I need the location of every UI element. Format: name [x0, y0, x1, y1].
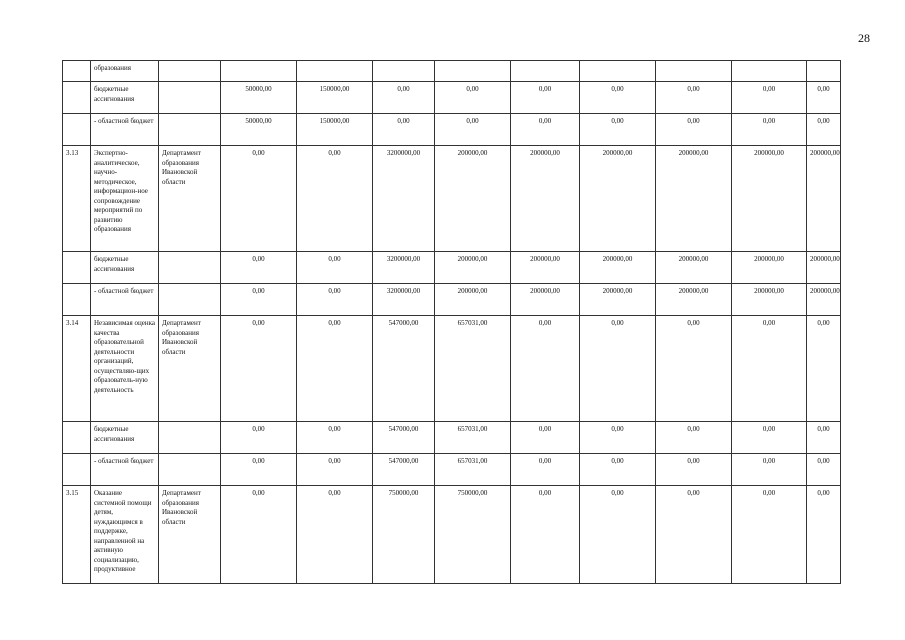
- value-cell: 0,00: [807, 82, 841, 114]
- row-executor: [159, 61, 221, 82]
- row-label: бюджетные ассигнования: [91, 252, 159, 284]
- value-cell: [807, 61, 841, 82]
- table-row: [63, 61, 841, 82]
- value-cell: [435, 61, 511, 82]
- value-cell: 0,00: [511, 82, 580, 114]
- value-cell: 200000,00: [511, 252, 580, 284]
- value-cell: 0,00: [221, 422, 297, 454]
- value-cell: 0,00: [221, 316, 297, 422]
- row-index: 3.14: [63, 316, 91, 422]
- row-label: Независимая оценка качества образовательной деятельности организаций, осуществляю-щих образователь-ную деятельность: [91, 316, 159, 422]
- table-row: [63, 486, 841, 584]
- value-cell: 0,00: [221, 454, 297, 486]
- value-cell: 0,00: [580, 454, 656, 486]
- value-cell: 3200000,00: [373, 252, 435, 284]
- page-number: 28: [858, 31, 870, 45]
- value-cell: 750000,00: [435, 486, 511, 584]
- value-cell: 0,00: [221, 284, 297, 316]
- value-cell: 0,00: [656, 82, 732, 114]
- value-cell: 200000,00: [732, 284, 807, 316]
- value-cell: 50000,00: [221, 114, 297, 146]
- value-cell: 0,00: [580, 82, 656, 114]
- value-cell: 0,00: [511, 422, 580, 454]
- value-cell: 657031,00: [435, 454, 511, 486]
- value-cell: 200000,00: [732, 252, 807, 284]
- value-cell: 0,00: [807, 316, 841, 422]
- value-cell: 0,00: [656, 486, 732, 584]
- value-cell: [373, 61, 435, 82]
- value-cell: 0,00: [221, 146, 297, 252]
- value-cell: 0,00: [732, 114, 807, 146]
- row-index: [63, 114, 91, 146]
- row-index: 3.15: [63, 486, 91, 584]
- value-cell: 0,00: [580, 486, 656, 584]
- row-index: 3.13: [63, 146, 91, 252]
- value-cell: [221, 61, 297, 82]
- value-cell: 657031,00: [435, 422, 511, 454]
- budget-table: [62, 60, 841, 584]
- value-cell: 0,00: [656, 422, 732, 454]
- table-row: [63, 454, 841, 486]
- value-cell: 547000,00: [373, 454, 435, 486]
- value-cell: 547000,00: [373, 316, 435, 422]
- row-label: образования: [91, 61, 159, 82]
- value-cell: 0,00: [732, 486, 807, 584]
- value-cell: 0,00: [656, 114, 732, 146]
- value-cell: 200000,00: [807, 284, 841, 316]
- row-index: [63, 422, 91, 454]
- value-cell: 150000,00: [297, 114, 373, 146]
- value-cell: [656, 61, 732, 82]
- value-cell: 0,00: [373, 82, 435, 114]
- value-cell: 750000,00: [373, 486, 435, 584]
- row-label: - областной бюджет: [91, 454, 159, 486]
- table-row: [63, 146, 841, 252]
- row-executor: [159, 454, 221, 486]
- value-cell: [297, 61, 373, 82]
- value-cell: 200000,00: [435, 252, 511, 284]
- value-cell: 0,00: [807, 422, 841, 454]
- value-cell: 0,00: [297, 146, 373, 252]
- value-cell: 200000,00: [580, 252, 656, 284]
- value-cell: 0,00: [297, 422, 373, 454]
- row-label: Оказание системной помощи детям, нуждающимся в поддержке, направленной на активную социализацию, продуктивное: [91, 486, 159, 584]
- row-label: бюджетные ассигнования: [91, 422, 159, 454]
- value-cell: 0,00: [511, 114, 580, 146]
- row-executor: [159, 252, 221, 284]
- row-executor: Департамент образования Ивановской области: [159, 146, 221, 252]
- value-cell: 0,00: [297, 284, 373, 316]
- row-executor: [159, 82, 221, 114]
- value-cell: 200000,00: [580, 146, 656, 252]
- value-cell: 657031,00: [435, 316, 511, 422]
- row-index: [63, 284, 91, 316]
- value-cell: 200000,00: [732, 146, 807, 252]
- value-cell: 200000,00: [580, 284, 656, 316]
- value-cell: 200000,00: [656, 284, 732, 316]
- value-cell: 0,00: [297, 454, 373, 486]
- value-cell: 0,00: [807, 114, 841, 146]
- value-cell: 0,00: [435, 82, 511, 114]
- value-cell: 0,00: [580, 316, 656, 422]
- value-cell: 200000,00: [807, 146, 841, 252]
- row-executor: Департамент образования Ивановской области: [159, 316, 221, 422]
- row-executor: [159, 422, 221, 454]
- row-executor: [159, 114, 221, 146]
- value-cell: 0,00: [511, 316, 580, 422]
- value-cell: 200000,00: [656, 146, 732, 252]
- value-cell: 200000,00: [511, 146, 580, 252]
- value-cell: 0,00: [373, 114, 435, 146]
- row-label: Экспертно-аналитическое, научно-методическое, информацион-ное сопровождение мероприятий по развитию образования: [91, 146, 159, 252]
- value-cell: 0,00: [580, 422, 656, 454]
- value-cell: 0,00: [732, 454, 807, 486]
- value-cell: 3200000,00: [373, 146, 435, 252]
- value-cell: [732, 61, 807, 82]
- value-cell: 0,00: [580, 114, 656, 146]
- table-row: [63, 316, 841, 422]
- row-index: [63, 252, 91, 284]
- row-index: [63, 82, 91, 114]
- table-row: [63, 252, 841, 284]
- value-cell: 0,00: [656, 316, 732, 422]
- value-cell: 0,00: [807, 486, 841, 584]
- row-index: [63, 61, 91, 82]
- value-cell: 0,00: [511, 486, 580, 584]
- value-cell: 547000,00: [373, 422, 435, 454]
- value-cell: 200000,00: [435, 146, 511, 252]
- table-row: [63, 82, 841, 114]
- row-index: [63, 454, 91, 486]
- table-row: [63, 284, 841, 316]
- table-row: [63, 422, 841, 454]
- value-cell: 200000,00: [656, 252, 732, 284]
- value-cell: 0,00: [656, 454, 732, 486]
- value-cell: 0,00: [435, 114, 511, 146]
- row-label: - областной бюджет: [91, 284, 159, 316]
- row-executor: [159, 284, 221, 316]
- value-cell: 50000,00: [221, 82, 297, 114]
- value-cell: 150000,00: [297, 82, 373, 114]
- value-cell: 0,00: [297, 316, 373, 422]
- row-label: бюджетные ассигнования: [91, 82, 159, 114]
- value-cell: 0,00: [732, 316, 807, 422]
- value-cell: 200000,00: [807, 252, 841, 284]
- value-cell: 200000,00: [511, 284, 580, 316]
- value-cell: 0,00: [221, 252, 297, 284]
- value-cell: 0,00: [511, 454, 580, 486]
- value-cell: 0,00: [807, 454, 841, 486]
- value-cell: [511, 61, 580, 82]
- table-row: [63, 114, 841, 146]
- row-executor: Департамент образования Ивановской области: [159, 486, 221, 584]
- row-label: - областной бюджет: [91, 114, 159, 146]
- value-cell: 0,00: [297, 252, 373, 284]
- value-cell: 0,00: [221, 486, 297, 584]
- value-cell: [580, 61, 656, 82]
- value-cell: 0,00: [297, 486, 373, 584]
- value-cell: 200000,00: [435, 284, 511, 316]
- value-cell: 3200000,00: [373, 284, 435, 316]
- value-cell: 0,00: [732, 82, 807, 114]
- value-cell: 0,00: [732, 422, 807, 454]
